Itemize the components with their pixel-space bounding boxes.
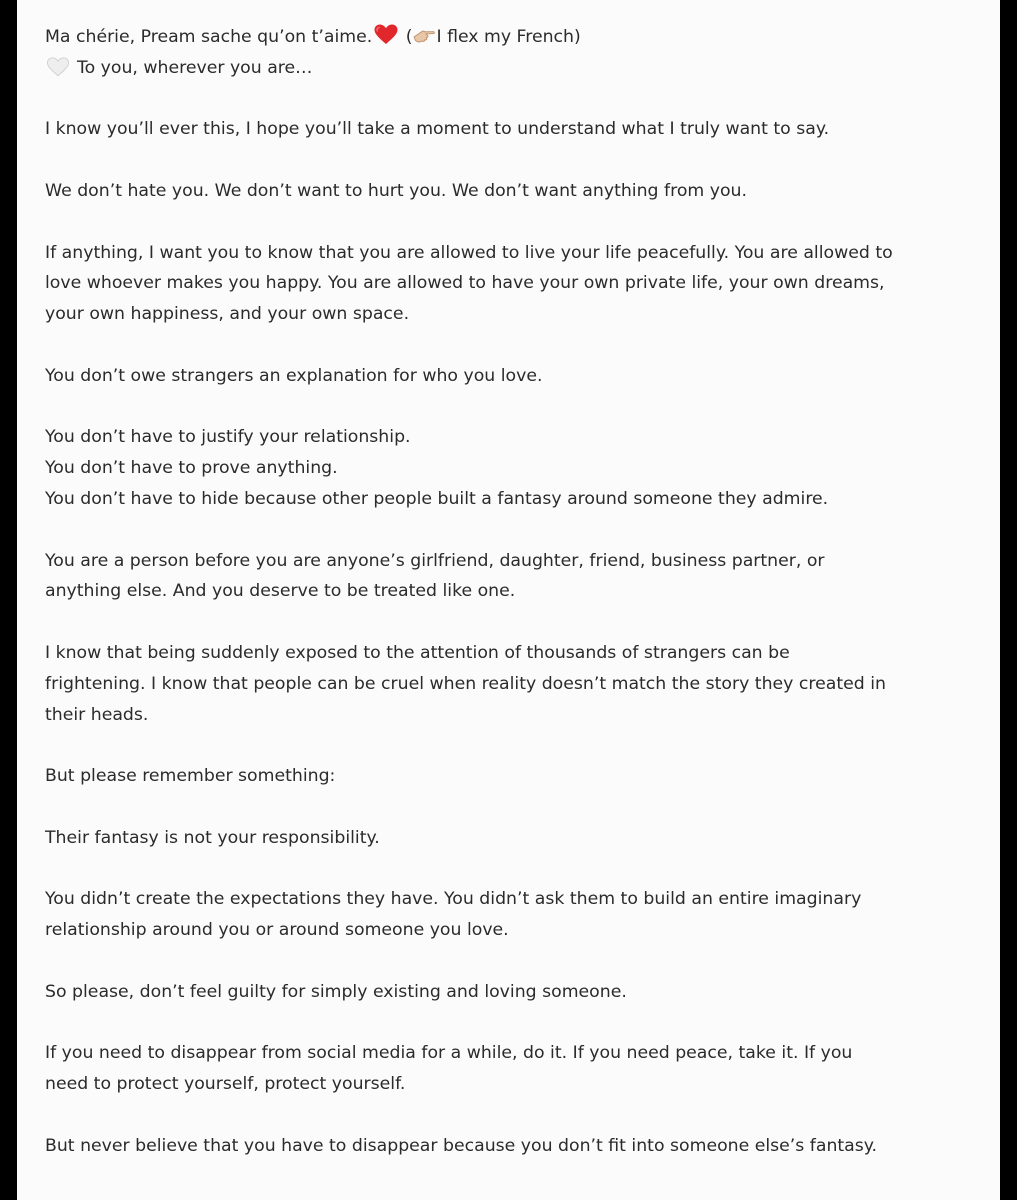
pointing-hand-icon <box>413 28 435 44</box>
text-line: So please, don’t feel guilty for simply existing and loving someone. <box>45 981 627 1002</box>
text-line: If you need to disappear from social media for a while, do it. If you need peace, take it. If you <box>45 1043 853 1064</box>
salutation-text: To you, wherever you are… <box>77 57 313 78</box>
note-body <box>17 0 1000 1200</box>
text-line: need to protect yourself, protect yourself. <box>45 1074 406 1095</box>
paragraph-gap <box>45 515 980 546</box>
paragraph-gap <box>45 84 980 115</box>
text-line: You don’t have to justify your relationship. <box>45 427 411 448</box>
text-line: Their fantasy is not your responsibility. <box>45 827 380 848</box>
text-line: You didn’t create the expectations they have. You didn’t ask them to build an entire imaginary <box>45 889 862 910</box>
text-line: But never believe that you have to disappear because you don’t fit into someone else’s fantasy. <box>45 1135 878 1156</box>
paragraph-gap <box>45 392 980 423</box>
paragraph-gap <box>45 854 980 885</box>
salutation-line <box>45 53 980 84</box>
greeting-text: Ma chérie, Pream sache qu’on t’aime. <box>45 27 373 47</box>
white-heart-icon <box>47 57 69 77</box>
text-line: I know that being suddenly exposed to the attention of thousands of strangers can be <box>45 642 790 663</box>
letter-text <box>45 114 980 1161</box>
text-line: relationship around you or around someone you love. <box>45 920 509 941</box>
paragraph-gap <box>45 1100 980 1131</box>
text-line: You don’t have to hide because other people built a fantasy around someone they admire. <box>45 488 829 509</box>
flex-french-text: I flex my French) <box>436 27 581 47</box>
text-line: We don’t hate you. We don’t want to hurt you. We don’t want anything from you. <box>45 180 747 201</box>
paragraph-gap <box>45 730 980 761</box>
text-line: You are a person before you are anyone’s girlfriend, daughter, friend, business partner, or <box>45 550 825 571</box>
text-line: frightening. I know that people can be cruel when reality doesn’t match the story they created in <box>45 673 886 694</box>
text-line: their heads. <box>45 704 149 725</box>
paragraph-gap <box>45 607 980 638</box>
paren-open: ( <box>400 27 413 47</box>
text-line: love whoever makes you happy. You are allowed to have your own private life, your own dreams, <box>45 273 885 294</box>
paragraph-gap <box>45 792 980 823</box>
text-line: If anything, I want you to know that you are allowed to live your life peacefully. You are allowed to <box>45 242 893 263</box>
paragraph-gap <box>45 330 980 361</box>
paragraph-gap <box>45 207 980 238</box>
paragraph-gap <box>45 1008 980 1039</box>
text-line: You don’t have to prove anything. <box>45 458 338 479</box>
text-line: You don’t owe strangers an explanation for who you love. <box>45 365 543 386</box>
greeting-line <box>45 22 980 53</box>
text-line: But please remember something: <box>45 766 336 787</box>
text-line: anything else. And you deserve to be treated like one. <box>45 581 516 602</box>
text-line: I know you’ll ever this, I hope you’ll take a moment to understand what I truly want to say. <box>45 119 830 140</box>
text-line: your own happiness, and your own space. <box>45 304 410 325</box>
paragraph-gap <box>45 946 980 977</box>
red-heart-icon <box>374 24 398 45</box>
paragraph-gap <box>45 145 980 176</box>
